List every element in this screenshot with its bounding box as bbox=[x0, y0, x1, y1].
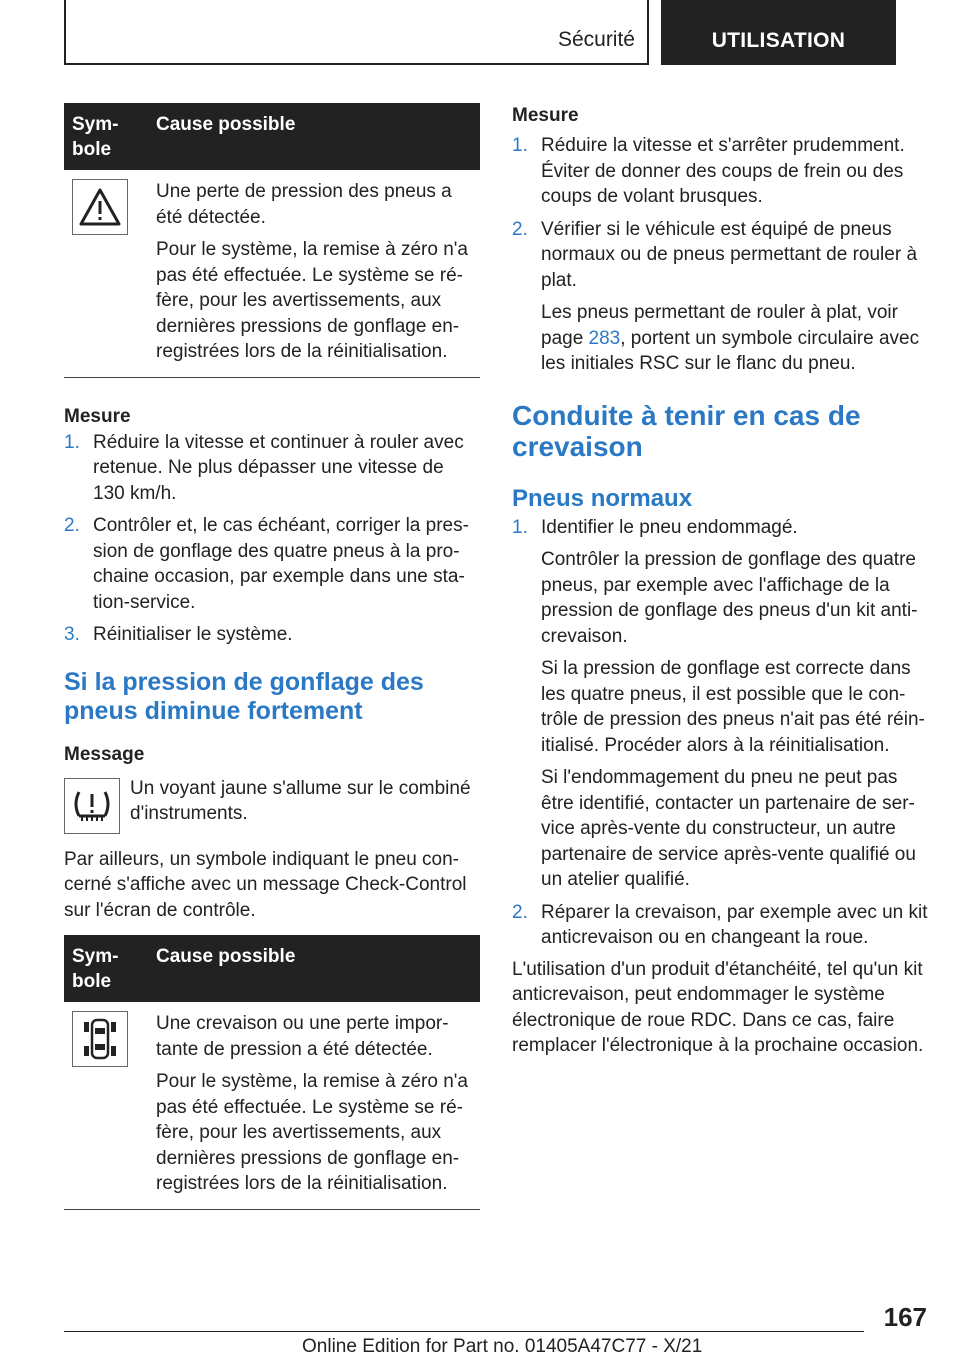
car-tires-icon bbox=[72, 1011, 128, 1067]
list-item: 2. Vérifier si le véhicule est équipé de pneus normaux ou de pneus permettant de rouler à plat. Les pneus permettant de rouler à plat, voir page 283, portent un symbole circulaire avec les initiales RSC sur le flanc du pneu. bbox=[512, 218, 920, 374]
footer-edition: Online Edition for Part no. 01405A47C77 - X/21 bbox=[302, 1336, 703, 1357]
footer-divider bbox=[64, 1331, 864, 1332]
table-row bbox=[64, 1002, 480, 1209]
section-heading: Si la pression de gonflage des pneus diminue fortement bbox=[64, 667, 424, 725]
message-text: Un voyant jaune s'allume sur le combiné d'instruments. bbox=[130, 777, 471, 824]
message-row bbox=[64, 776, 480, 834]
cause-text: Une perte de pression des pneus a été détectée. bbox=[156, 181, 452, 228]
subsection-heading: Pneus normaux bbox=[512, 484, 693, 512]
measure-title: Mesure bbox=[64, 405, 131, 427]
section-heading: Conduite à tenir en cas de crevaison bbox=[512, 399, 861, 462]
header-chapter: UTILISATION bbox=[711, 29, 846, 52]
list-item: 1. Réduire la vitesse et s'arrêter prudemment. Éviter de donner des coups de frein ou des coups de volant brusques. bbox=[512, 135, 905, 207]
list-item: 2. Réparer la crevaison, par exemple avec un kit anticrevaison ou en changeant la roue. bbox=[512, 901, 928, 948]
symbol-table-1 bbox=[64, 103, 480, 378]
table-header-symbol: Sym- bole bbox=[64, 103, 148, 170]
page-number: 167 bbox=[883, 1302, 927, 1332]
message-label: Message bbox=[64, 743, 145, 765]
warning-triangle-icon bbox=[72, 179, 128, 235]
symbol-table-2 bbox=[64, 935, 480, 1210]
header-chapter-box bbox=[661, 0, 896, 65]
list-item: 3. Réinitialiser le système. bbox=[64, 624, 293, 645]
right-column bbox=[512, 103, 928, 1059]
list-item: 1. Réduire la vitesse et continuer à rouler avec retenue. Ne plus dépasser une vitesse de 130 km/h. bbox=[64, 431, 464, 504]
cause-text: Une crevaison ou une perte impor-tante de pression a été détectée. bbox=[156, 1013, 449, 1060]
table-header-symbol: Sym- bole bbox=[64, 935, 148, 1002]
measure-block-1 bbox=[64, 404, 480, 648]
cause-text: Pour le système, la remise à zéro n'a pas été effectuée. Le système se ré-fère, pour les avertissements, aux dernières pressions de gonflage en-registrées lors de la réinitialisation. bbox=[156, 239, 468, 362]
cause-text: Pour le système, la remise à zéro n'a pas été effectuée. Le système se ré-fère, pour les avertissements, aux dernières pressions de gonflage en-registrées lors de la réinitialisation. bbox=[156, 1071, 468, 1194]
measure-title: Mesure bbox=[512, 105, 579, 126]
page-link[interactable]: 283 bbox=[588, 327, 621, 349]
header-section: Sécurité bbox=[557, 28, 635, 51]
left-column bbox=[64, 103, 480, 1210]
list-item: 1. Identifier le pneu endommagé. Contrôler la pression de gonflage des quatre pneus, par exemple avec l'affichage de la pression de gonflage des pneus d'un kit anti-crevaison. Si la pression de gonflage est correcte dans les quatre pneus, il est possible que le con-trôle de pression des pneus n'ait pas été réin-itialisé. Procéder alors à la réinitialisation. Si l'endommagement du pneu ne peut pas être identifié, contacter un partenaire de ser-vice après-vente du constructeur, un autre partenaire de service après-vente qualifié ou un atelier qualifié. bbox=[512, 516, 925, 890]
list-item: 2. Contrôler et, le cas échéant, corriger la pres-sion de gonflage des quatre pneus à la pro-chaine occasion, par exemple dans une sta-tion-service. bbox=[64, 515, 469, 613]
paragraph: Par ailleurs, un symbole indiquant le pneu con-cerné s'affiche avec un message Check-Control sur l'écran de contrôle. bbox=[64, 848, 467, 921]
table-header-cause: Cause possible bbox=[148, 103, 480, 170]
tire-pressure-warning-icon bbox=[64, 778, 120, 834]
paragraph: L'utilisation d'un produit d'étanchéité, tel qu'un kit anticrevaison, peut endommager le système électronique de roue RDC. Dans ce cas, faire remplacer l'électronique à la prochaine occasion. bbox=[512, 958, 924, 1056]
header-section-box bbox=[64, 0, 649, 65]
table-row bbox=[64, 170, 480, 377]
table-header-cause: Cause possible bbox=[148, 935, 480, 1002]
